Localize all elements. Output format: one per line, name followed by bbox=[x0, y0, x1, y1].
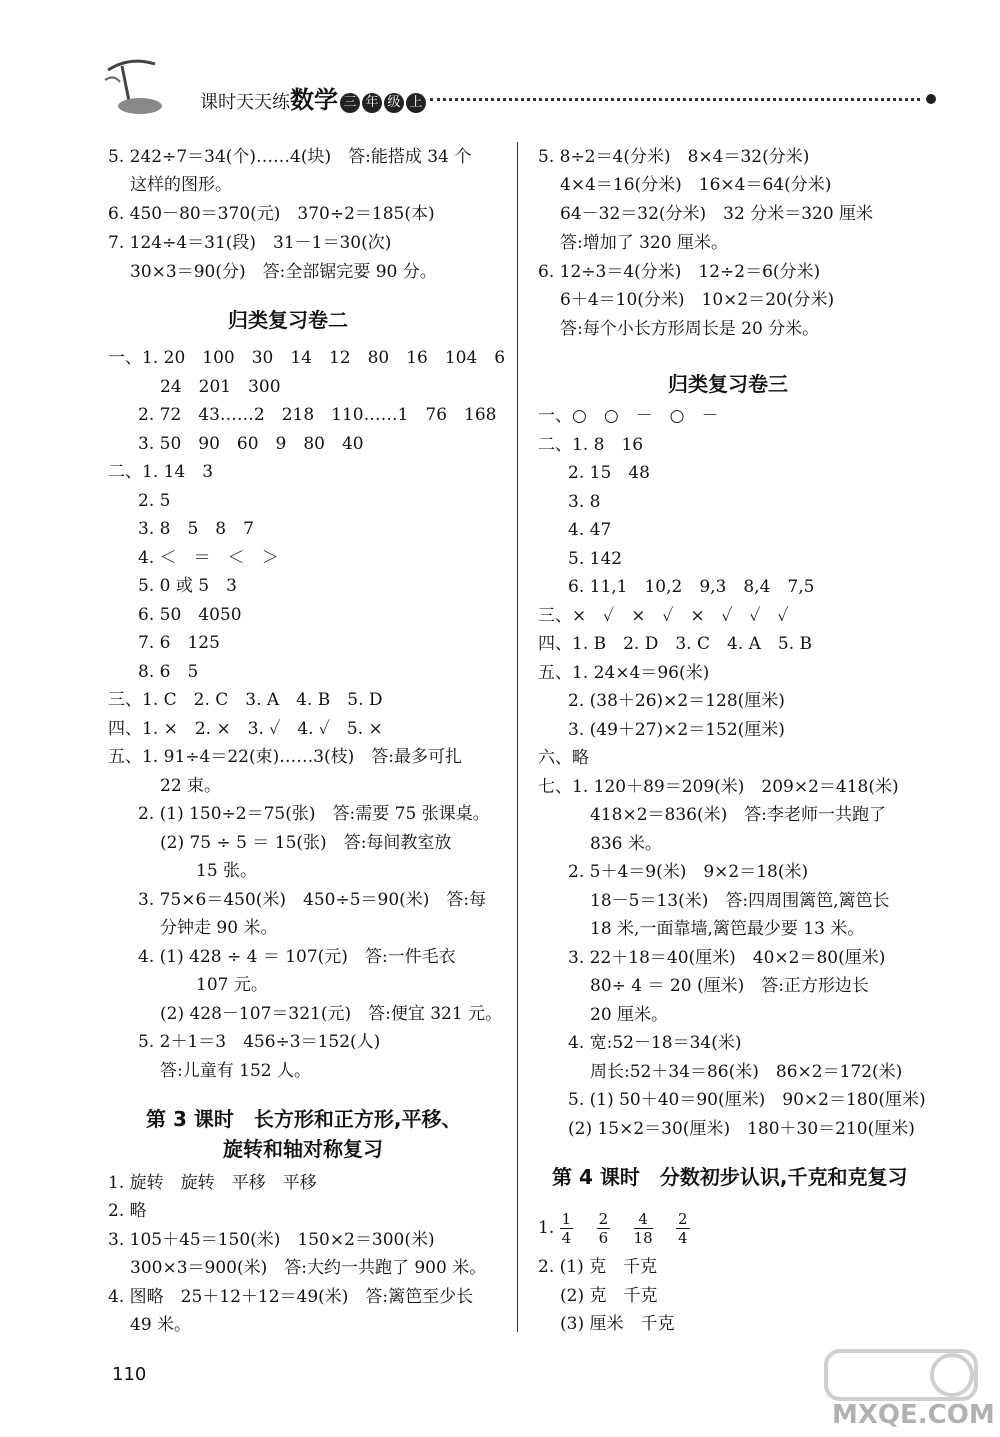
answer-line: 五、1. 91÷4＝22(束)……3(枝) 答:最多可扎 bbox=[108, 747, 463, 767]
grade-chip-3: 级 bbox=[384, 93, 404, 113]
answer-line: 1. 旋转 旋转 平移 平移 bbox=[108, 1173, 317, 1193]
answer-line: 3. (49＋27)×2＝152(厘米) bbox=[568, 720, 785, 740]
answer-line: 836 米。 bbox=[590, 834, 662, 854]
answer-line: 三、1. C 2. C 3. A 4. B 5. D bbox=[108, 690, 383, 710]
fraction: $\frac{4}{18}$ bbox=[633, 1210, 653, 1247]
header-series: 课时天天练 bbox=[200, 92, 290, 113]
answer-line: 3. 50 90 60 9 80 40 bbox=[138, 434, 364, 454]
answer-line: 5. 8÷2＝4(分米) 8×4＝32(分米) bbox=[538, 147, 810, 167]
answer-line: 七、1. 120＋89＝209(米) 209×2＝418(米) bbox=[538, 777, 899, 797]
answer-line: 7. 124÷4＝31(段) 31－1＝30(次) bbox=[108, 233, 392, 253]
answer-line: (3) 厘米 千克 bbox=[560, 1314, 675, 1334]
answer-line: 3. 8 5 8 7 bbox=[138, 519, 254, 539]
answer-line: 答:儿童有 152 人。 bbox=[160, 1061, 311, 1081]
answer-line: 2. 略 bbox=[108, 1201, 147, 1221]
answer-line: 一、○ ○ － ○ － bbox=[538, 406, 719, 426]
page-header bbox=[100, 50, 940, 120]
grade-chip-4: 上 bbox=[406, 93, 426, 113]
answer-line: 这样的图形。 bbox=[130, 175, 232, 195]
answer-line: 15 张。 bbox=[196, 861, 258, 881]
answer-line: 4. 47 bbox=[568, 520, 612, 540]
answer-line: 4. (1) 428 ÷ 4 ＝ 107(元) 答:一件毛衣 bbox=[138, 947, 456, 967]
answer-line: 2. 72 43……2 218 110……1 76 168 bbox=[138, 405, 497, 425]
answer-line: 18－5＝13(米) 答:四周围篱笆,篱笆长 bbox=[590, 891, 890, 911]
header-title bbox=[200, 80, 426, 115]
fraction: $\frac{2}{6}$ bbox=[598, 1210, 609, 1247]
header-dotted-rule bbox=[430, 98, 920, 101]
answer-line: 3. 8 bbox=[568, 492, 601, 512]
answer-line: 3. 105＋45＝150(米) 150×2＝300(米) bbox=[108, 1230, 435, 1250]
answer-line: 4×4＝16(分米) 16×4＝64(分米) bbox=[560, 175, 832, 195]
answer-line: 64－32＝32(分米) 32 分米＝320 厘米 bbox=[560, 204, 874, 224]
answer-line: 分钟走 90 米。 bbox=[160, 918, 278, 938]
answer-line: 107 元。 bbox=[196, 975, 268, 995]
answer-line: 5. 2＋1＝3 456÷3＝152(人) bbox=[138, 1032, 381, 1052]
answer-line: 4. 图略 25＋12＋12＝49(米) 答:篱笆至少长 bbox=[108, 1287, 474, 1307]
answer-line: 周长:52＋34＝86(米) 86×2＝172(米) bbox=[590, 1062, 903, 1082]
answer-line: 2. (38＋26)×2＝128(厘米) bbox=[568, 691, 785, 711]
answer-line: (2) 75 ÷ 5 ＝ 15(张) 答:每间教室放 bbox=[160, 833, 452, 853]
answer-line: 3. 22＋18＝40(厘米) 40×2＝80(厘米) bbox=[568, 948, 886, 968]
header-subject: 数学 bbox=[290, 86, 338, 114]
answer-line: 答:增加了 320 厘米。 bbox=[560, 233, 728, 253]
answer-line: 6. 11,1 10,2 9,3 8,4 7,5 bbox=[568, 577, 815, 597]
answer-line: 6＋4＝10(分米) 10×2＝20(分米) bbox=[560, 290, 835, 310]
answer-line: 80÷ 4 ＝ 20 (厘米) 答:正方形边长 bbox=[590, 976, 869, 996]
answer-line: 4. 宽:52－18＝34(米) bbox=[568, 1033, 742, 1053]
answer-line: 18 米,一面靠墙,篱笆最少要 13 米。 bbox=[590, 919, 865, 939]
fraction: $\frac{2}{4}$ bbox=[678, 1210, 688, 1247]
answer-line: 二、1. 8 16 bbox=[538, 435, 644, 455]
section-title: 归类复习卷二 bbox=[228, 308, 348, 332]
answer-line: 四、1. B 2. D 3. C 4. A 5. B bbox=[538, 634, 813, 654]
answer-line: 24 201 300 bbox=[160, 377, 281, 397]
answer-line: 6. 50 4050 bbox=[138, 605, 242, 625]
answer-line: 4. ＜ ＝ ＜ ＞ bbox=[138, 548, 279, 568]
section-title-cont: 旋转和轴对称复习 bbox=[223, 1137, 383, 1161]
answer-line: 8. 6 5 bbox=[138, 662, 199, 682]
grade-chip-1: 三 bbox=[340, 93, 360, 113]
answer-line: 答:每个小长方形周长是 20 分米。 bbox=[560, 319, 820, 339]
answer-line: 一、1. 20 100 30 14 12 80 16 104 6 bbox=[108, 348, 506, 368]
question-number: 1. bbox=[538, 1218, 555, 1238]
answer-line: 二、1. 14 3 bbox=[108, 462, 214, 482]
answer-line: 三、× ✓ × ✓ × ✓ ✓ ✓ bbox=[538, 606, 789, 626]
answer-line: 五、1. 24×4＝96(米) bbox=[538, 663, 710, 683]
answer-line: 5. 0 或 5 3 bbox=[138, 576, 237, 596]
answer-line: 6. 450－80＝370(元) 370÷2＝185(本) bbox=[108, 204, 435, 224]
section-title: 归类复习卷三 bbox=[668, 372, 788, 396]
answer-line: 六、略 bbox=[538, 748, 589, 768]
answer-line: 2. 5＋4＝9(米) 9×2＝18(米) bbox=[568, 862, 809, 882]
answer-line: 四、1. × 2. × 3. ✓ 4. ✓ 5. × bbox=[108, 719, 383, 739]
answer-line: 2. 5 bbox=[138, 491, 171, 511]
answer-line: 418×2＝836(米) 答:李老师一共跑了 bbox=[590, 805, 886, 825]
answer-line: 300×3＝900(米) 答:大约一共跑了 900 米。 bbox=[130, 1258, 487, 1278]
answer-line: 7. 6 125 bbox=[138, 633, 220, 653]
answer-line: (2) 15×2＝30(厘米) 180＋30＝210(厘米) bbox=[568, 1119, 915, 1139]
answer-line: (2) 克 千克 bbox=[560, 1286, 658, 1306]
answer-line: 22 束。 bbox=[160, 776, 222, 796]
grade-chip-2: 年 bbox=[362, 93, 382, 113]
answer-line: 5. (1) 50＋40＝90(厘米) 90×2＝180(厘米) bbox=[568, 1090, 926, 1110]
book-logo-icon bbox=[100, 50, 190, 120]
answer-line: (2) 428－107＝321(元) 答:便宜 321 元。 bbox=[160, 1004, 503, 1024]
watermark-text: MXQE.COM bbox=[832, 1400, 995, 1430]
header-rule-end-dot bbox=[926, 94, 936, 104]
fraction: $\frac{1}{4}$ bbox=[561, 1210, 572, 1247]
answer-line: 6. 12÷3＝4(分米) 12÷2＝6(分米) bbox=[538, 262, 821, 282]
answer-line: 2. (1) 150÷2＝75(张) 答:需要 75 张课桌。 bbox=[138, 804, 490, 824]
section-title: 第 4 课时 分数初步认识,千克和克复习 bbox=[552, 1165, 908, 1189]
fraction-answer-line bbox=[538, 1208, 708, 1248]
column-divider bbox=[517, 142, 518, 1332]
answer-line: 2. (1) 克 千克 bbox=[538, 1257, 658, 1277]
answer-line: 5. 142 bbox=[568, 549, 623, 569]
answer-line: 20 厘米。 bbox=[590, 1005, 669, 1025]
answer-line: 3. 75×6＝450(米) 450÷5＝90(米) 答:每 bbox=[138, 890, 487, 910]
answer-line: 2. 15 48 bbox=[568, 463, 650, 483]
section-title: 第 3 课时 长方形和正方形,平移、 bbox=[146, 1107, 462, 1131]
page-number: 110 bbox=[112, 1364, 147, 1385]
answer-line: 30×3＝90(分) 答:全部锯完要 90 分。 bbox=[130, 262, 437, 282]
answer-line: 5. 242÷7＝34(个)……4(块) 答:能搭成 34 个 bbox=[108, 147, 472, 167]
answer-line: 49 米。 bbox=[130, 1315, 192, 1335]
